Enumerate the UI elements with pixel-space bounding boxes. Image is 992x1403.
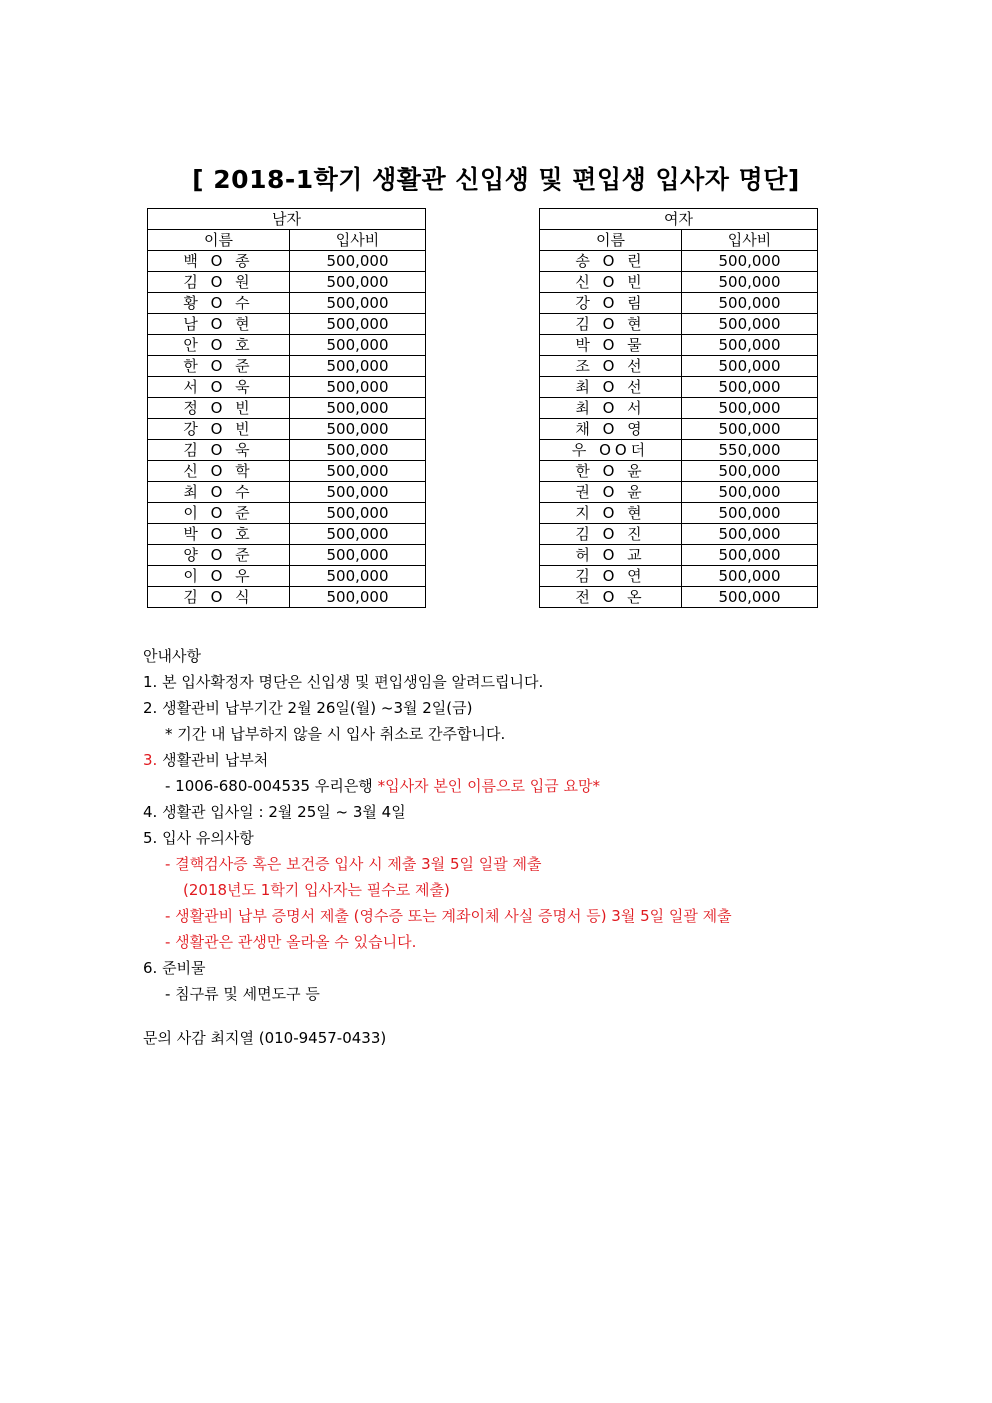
table-row	[148, 566, 426, 587]
table-row	[540, 440, 818, 461]
resident-name-cell: 양 O 준	[148, 545, 290, 566]
page-title: [ 2018-1학기 생활관 신입생 및 편입생 입사자 명단]	[192, 165, 800, 194]
table-row	[540, 419, 818, 440]
fee-cell: 500,000	[290, 293, 426, 314]
fee-cell: 550,000	[682, 440, 818, 461]
resident-name-cell: 박 O 호	[148, 524, 290, 545]
resident-name-cell: 박 O 물	[540, 335, 682, 356]
fee-cell: 500,000	[682, 419, 818, 440]
fee-cell: 500,000	[682, 566, 818, 587]
fee-cell: 500,000	[290, 272, 426, 293]
fee-cell: 500,000	[290, 461, 426, 482]
table-column-row	[540, 230, 818, 251]
fee-cell: 500,000	[290, 314, 426, 335]
resident-name-cell: 한 O 윤	[540, 461, 682, 482]
spacer	[143, 1007, 883, 1025]
notice-item-3-sub	[143, 773, 883, 799]
table-row	[148, 272, 426, 293]
fee-cell: 500,000	[682, 482, 818, 503]
notice-section	[143, 643, 883, 1051]
table-row	[148, 335, 426, 356]
table-column-row	[148, 230, 426, 251]
column-header-fee: 입사비	[290, 230, 426, 251]
resident-name-cell: 한 O 준	[148, 356, 290, 377]
table-row	[148, 398, 426, 419]
resident-name-cell: 우 OO더	[540, 440, 682, 461]
notice-item-3	[143, 747, 883, 773]
notice-item-5-sub-1: - 결핵검사증 혹은 보건증 입사 시 제출 3월 5일 일괄 제출	[165, 855, 542, 873]
table-row	[540, 524, 818, 545]
table-row	[540, 461, 818, 482]
fee-cell: 500,000	[682, 524, 818, 545]
resident-name-cell: 안 O 호	[148, 335, 290, 356]
resident-name-cell: 김 O 식	[148, 587, 290, 608]
fee-cell: 500,000	[682, 335, 818, 356]
resident-name-cell: 서 O 욱	[148, 377, 290, 398]
table-row	[148, 377, 426, 398]
table-row	[540, 335, 818, 356]
table-row	[148, 314, 426, 335]
resident-name-cell: 최 O 서	[540, 398, 682, 419]
fee-cell: 500,000	[290, 587, 426, 608]
fee-cell: 500,000	[682, 356, 818, 377]
notice-item-2-sub: * 기간 내 납부하지 않을 시 입사 취소로 간주합니다.	[165, 725, 506, 743]
notice-item-3-text: 생활관비 납부처	[157, 751, 269, 769]
fee-cell: 500,000	[682, 461, 818, 482]
fee-cell: 500,000	[290, 419, 426, 440]
female-roster-table	[539, 208, 818, 608]
male-roster-table	[147, 208, 426, 608]
resident-name-cell: 최 O 수	[148, 482, 290, 503]
resident-name-cell: 신 O 학	[148, 461, 290, 482]
table-row	[540, 482, 818, 503]
resident-name-cell: 강 O 빈	[148, 419, 290, 440]
notice-heading: 안내사항	[143, 647, 201, 665]
table-row	[148, 503, 426, 524]
fee-cell: 500,000	[290, 545, 426, 566]
table-row	[148, 545, 426, 566]
table-row	[148, 251, 426, 272]
resident-name-cell: 조 O 선	[540, 356, 682, 377]
table-row	[148, 419, 426, 440]
fee-cell: 500,000	[290, 566, 426, 587]
fee-cell: 500,000	[290, 335, 426, 356]
deposit-name-warning: *입사자 본인 이름으로 입금 요망*	[377, 777, 601, 795]
fee-cell: 500,000	[682, 503, 818, 524]
fee-cell: 500,000	[290, 503, 426, 524]
resident-name-cell: 김 O 현	[540, 314, 682, 335]
notice-item-6-sub: - 침구류 및 세면도구 등	[165, 985, 320, 1003]
notice-item-6: 6. 준비물	[143, 959, 206, 977]
resident-name-cell: 김 O 원	[148, 272, 290, 293]
resident-name-cell: 강 O 림	[540, 293, 682, 314]
notice-item-5: 5. 입사 유의사항	[143, 829, 254, 847]
notice-item-5-sub-2: - 생활관비 납부 증명서 제출 (영수증 또는 계좌이체 사실 증명서 등) 3월 5일 일괄 제출	[165, 907, 732, 925]
resident-name-cell: 황 O 수	[148, 293, 290, 314]
fee-cell: 500,000	[682, 314, 818, 335]
resident-name-cell: 정 O 빈	[148, 398, 290, 419]
table-row	[540, 587, 818, 608]
table-row	[540, 503, 818, 524]
table-row	[540, 251, 818, 272]
resident-name-cell: 김 O 진	[540, 524, 682, 545]
notice-item-3-number: 3.	[143, 751, 158, 769]
fee-cell: 500,000	[290, 398, 426, 419]
table-row	[540, 566, 818, 587]
male-table-header: 남자	[148, 209, 426, 230]
fee-cell: 500,000	[290, 440, 426, 461]
fee-cell: 500,000	[682, 398, 818, 419]
fee-cell: 500,000	[290, 482, 426, 503]
fee-cell: 500,000	[682, 272, 818, 293]
table-row	[540, 398, 818, 419]
resident-name-cell: 김 O 욱	[148, 440, 290, 461]
resident-name-cell: 채 O 영	[540, 419, 682, 440]
table-row	[148, 461, 426, 482]
notice-item-5-sub-1b: (2018년도 1학기 입사자는 필수로 제출)	[183, 881, 450, 899]
table-row	[540, 377, 818, 398]
notice-item-1: 1. 본 입사확정자 명단은 신입생 및 편입생임을 알려드립니다.	[143, 673, 544, 691]
table-row	[148, 524, 426, 545]
table-header-row	[540, 209, 818, 230]
fee-cell: 500,000	[290, 524, 426, 545]
fee-cell: 500,000	[682, 377, 818, 398]
resident-name-cell: 전 O 온	[540, 587, 682, 608]
table-row	[540, 356, 818, 377]
resident-name-cell: 남 O 현	[148, 314, 290, 335]
resident-name-cell: 지 O 현	[540, 503, 682, 524]
resident-name-cell: 허 O 교	[540, 545, 682, 566]
fee-cell: 500,000	[290, 356, 426, 377]
column-header-fee: 입사비	[682, 230, 818, 251]
table-row	[148, 482, 426, 503]
resident-name-cell: 권 O 윤	[540, 482, 682, 503]
fee-cell: 500,000	[290, 251, 426, 272]
column-header-name: 이름	[540, 230, 682, 251]
fee-cell: 500,000	[682, 293, 818, 314]
notice-item-4: 4. 생활관 입사일 : 2월 25일 ~ 3월 4일	[143, 803, 406, 821]
fee-cell: 500,000	[682, 251, 818, 272]
resident-name-cell: 백 O 종	[148, 251, 290, 272]
bank-account-text: - 1006-680-004535 우리은행	[165, 777, 378, 795]
female-table-header: 여자	[540, 209, 818, 230]
table-row	[148, 293, 426, 314]
notice-item-2: 2. 생활관비 납부기간 2월 26일(월) ~3월 2일(금)	[143, 699, 473, 717]
contact-info: 문의 사감 최지열 (010-9457-0433)	[143, 1029, 387, 1047]
fee-cell: 500,000	[290, 377, 426, 398]
table-header-row	[148, 209, 426, 230]
resident-name-cell: 이 O 준	[148, 503, 290, 524]
table-row	[148, 587, 426, 608]
table-row	[540, 272, 818, 293]
table-row	[540, 314, 818, 335]
table-row	[540, 293, 818, 314]
notice-item-5-sub-3: - 생활관은 관생만 올라올 수 있습니다.	[165, 933, 417, 951]
resident-name-cell: 신 O 빈	[540, 272, 682, 293]
column-header-name: 이름	[148, 230, 290, 251]
resident-name-cell: 이 O 우	[148, 566, 290, 587]
resident-name-cell: 최 O 선	[540, 377, 682, 398]
table-row	[148, 440, 426, 461]
fee-cell: 500,000	[682, 587, 818, 608]
resident-name-cell: 김 O 연	[540, 566, 682, 587]
resident-name-cell: 송 O 린	[540, 251, 682, 272]
table-row	[148, 356, 426, 377]
fee-cell: 500,000	[682, 545, 818, 566]
table-row	[540, 545, 818, 566]
